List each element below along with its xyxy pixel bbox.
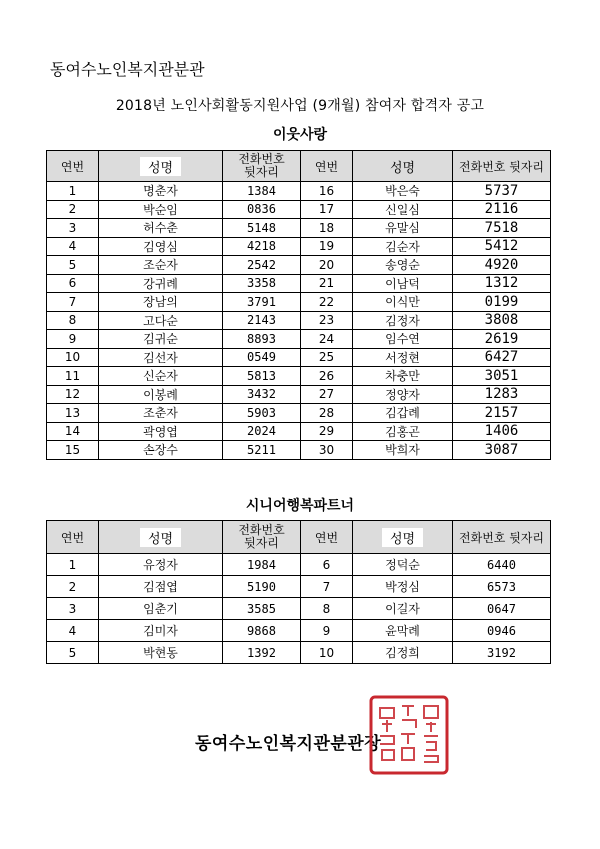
cell-tel1: 8893 — [223, 330, 301, 349]
cell-name2: 차충만 — [353, 367, 453, 386]
cell-tel2: 2157 — [453, 404, 551, 423]
header-name — [353, 521, 453, 554]
cell-tel1: 3791 — [223, 293, 301, 312]
cell-name1: 곽영엽 — [99, 422, 223, 441]
cell-n1: 9 — [47, 330, 99, 349]
cell-tel2: 1283 — [453, 385, 551, 404]
cell-n1: 3 — [47, 598, 99, 620]
cell-n1: 1 — [47, 182, 99, 201]
cell-n2: 21 — [301, 274, 353, 293]
official-seal-stamp — [368, 694, 450, 776]
cell-tel1: 2024 — [223, 422, 301, 441]
table-row — [47, 256, 551, 275]
cell-n2: 6 — [301, 554, 353, 576]
cell-name1: 손장수 — [99, 441, 223, 460]
header-tel-line1: 전화번호 — [238, 523, 285, 537]
cell-n1: 2 — [47, 576, 99, 598]
header-tel-line1: 전화번호 — [238, 152, 285, 166]
header-no: 연번 — [301, 521, 353, 554]
cell-n1: 11 — [47, 367, 99, 386]
footer-org-signature: 동여수노인복지관분관장 — [195, 734, 382, 754]
cell-tel2: 4920 — [453, 256, 551, 275]
table-row — [47, 598, 551, 620]
table-row — [47, 441, 551, 460]
cell-name2: 유말심 — [353, 219, 453, 238]
cell-name2: 이식만 — [353, 293, 453, 312]
cell-name1: 김선자 — [99, 348, 223, 367]
cell-name1: 조순자 — [99, 256, 223, 275]
cell-name2: 이길자 — [353, 598, 453, 620]
cell-tel1: 5813 — [223, 367, 301, 386]
cell-n2: 8 — [301, 598, 353, 620]
cell-name2: 박희자 — [353, 441, 453, 460]
cell-name1: 김영심 — [99, 237, 223, 256]
header-no: 연번 — [301, 151, 353, 182]
page-title: 2018년 노인사회활동지원사업 (9개월) 참여자 합격자 공고 — [115, 98, 485, 114]
cell-tel1: 5903 — [223, 404, 301, 423]
table-row — [47, 237, 551, 256]
cell-tel2: 0946 — [453, 620, 551, 642]
cell-tel2: 1312 — [453, 274, 551, 293]
cell-n2: 30 — [301, 441, 353, 460]
cell-n2: 23 — [301, 311, 353, 330]
table-row — [47, 404, 551, 423]
cell-tel2: 6573 — [453, 576, 551, 598]
cell-tel1: 5148 — [223, 219, 301, 238]
header-name — [99, 521, 223, 554]
table-header-row — [47, 151, 551, 182]
cell-tel2: 3808 — [453, 311, 551, 330]
header-name-label: 성명 — [140, 157, 181, 176]
cell-tel1: 1984 — [223, 554, 301, 576]
table-row — [47, 348, 551, 367]
cell-n1: 15 — [47, 441, 99, 460]
cell-tel2: 5412 — [453, 237, 551, 256]
cell-tel2: 7518 — [453, 219, 551, 238]
cell-name1: 강귀례 — [99, 274, 223, 293]
cell-name1: 허수춘 — [99, 219, 223, 238]
cell-tel1: 9868 — [223, 620, 301, 642]
cell-n2: 28 — [301, 404, 353, 423]
cell-tel2: 3192 — [453, 642, 551, 664]
cell-n2: 24 — [301, 330, 353, 349]
cell-tel2: 0647 — [453, 598, 551, 620]
cell-name1: 고다순 — [99, 311, 223, 330]
header-name-label: 성명 — [382, 528, 423, 547]
cell-tel1: 3432 — [223, 385, 301, 404]
cell-tel2: 1406 — [453, 422, 551, 441]
cell-name1: 유정자 — [99, 554, 223, 576]
cell-tel1: 0549 — [223, 348, 301, 367]
table-row — [47, 293, 551, 312]
cell-n1: 4 — [47, 620, 99, 642]
cell-name2: 임수연 — [353, 330, 453, 349]
header-name: 성명 — [353, 151, 453, 182]
cell-n1: 10 — [47, 348, 99, 367]
cell-name1: 신순자 — [99, 367, 223, 386]
table-header-row — [47, 521, 551, 554]
cell-name1: 이봉례 — [99, 385, 223, 404]
table-row — [47, 576, 551, 598]
cell-n2: 26 — [301, 367, 353, 386]
section-title-neighbor-love: 이웃사랑 — [272, 127, 328, 143]
cell-n2: 20 — [301, 256, 353, 275]
cell-name2: 신일심 — [353, 200, 453, 219]
cell-name1: 김점엽 — [99, 576, 223, 598]
cell-name2: 김홍곤 — [353, 422, 453, 441]
cell-tel2: 5737 — [453, 182, 551, 201]
cell-name2: 김갑례 — [353, 404, 453, 423]
cell-tel1: 3358 — [223, 274, 301, 293]
cell-name1: 장남의 — [99, 293, 223, 312]
cell-name1: 김미자 — [99, 620, 223, 642]
cell-tel1: 5190 — [223, 576, 301, 598]
cell-name2: 정덕순 — [353, 554, 453, 576]
cell-tel1: 3585 — [223, 598, 301, 620]
header-no: 연번 — [47, 521, 99, 554]
cell-name2: 이남덕 — [353, 274, 453, 293]
table-row — [47, 554, 551, 576]
cell-tel2: 2619 — [453, 330, 551, 349]
cell-tel1: 0836 — [223, 200, 301, 219]
cell-n1: 12 — [47, 385, 99, 404]
cell-n2: 25 — [301, 348, 353, 367]
cell-tel2: 0199 — [453, 293, 551, 312]
cell-n2: 10 — [301, 642, 353, 664]
cell-name1: 박순임 — [99, 200, 223, 219]
table-row — [47, 182, 551, 201]
cell-n1: 13 — [47, 404, 99, 423]
cell-tel1: 1384 — [223, 182, 301, 201]
cell-tel2: 6427 — [453, 348, 551, 367]
cell-name2: 김정희 — [353, 642, 453, 664]
cell-name2: 정양자 — [353, 385, 453, 404]
applicants-table-neighbor-love — [46, 150, 551, 460]
table-row — [47, 311, 551, 330]
header-name-label: 성명 — [140, 528, 181, 547]
table-row — [47, 620, 551, 642]
cell-n2: 7 — [301, 576, 353, 598]
cell-n2: 16 — [301, 182, 353, 201]
table-row — [47, 274, 551, 293]
cell-n2: 22 — [301, 293, 353, 312]
cell-name1: 박현동 — [99, 642, 223, 664]
cell-n1: 6 — [47, 274, 99, 293]
table-row — [47, 422, 551, 441]
cell-name1: 조춘자 — [99, 404, 223, 423]
cell-n1: 4 — [47, 237, 99, 256]
cell-tel2: 6440 — [453, 554, 551, 576]
cell-n1: 1 — [47, 554, 99, 576]
cell-name1: 명춘자 — [99, 182, 223, 201]
table-row — [47, 330, 551, 349]
header-name — [99, 151, 223, 182]
table-row — [47, 642, 551, 664]
cell-name2: 서정현 — [353, 348, 453, 367]
cell-name1: 김귀순 — [99, 330, 223, 349]
cell-n2: 9 — [301, 620, 353, 642]
cell-tel2: 2116 — [453, 200, 551, 219]
cell-n1: 7 — [47, 293, 99, 312]
cell-tel1: 4218 — [223, 237, 301, 256]
cell-name2: 김순자 — [353, 237, 453, 256]
header-tel — [223, 151, 301, 182]
cell-name2: 송영순 — [353, 256, 453, 275]
table-row — [47, 367, 551, 386]
cell-tel1: 1392 — [223, 642, 301, 664]
cell-n1: 14 — [47, 422, 99, 441]
cell-n1: 2 — [47, 200, 99, 219]
cell-tel2: 3087 — [453, 441, 551, 460]
cell-name2: 윤막례 — [353, 620, 453, 642]
cell-tel1: 5211 — [223, 441, 301, 460]
table-row — [47, 385, 551, 404]
applicants-table-senior-partner — [46, 520, 551, 664]
cell-n2: 18 — [301, 219, 353, 238]
cell-n2: 29 — [301, 422, 353, 441]
section-title-senior-partner: 시니어행복파트너 — [245, 498, 355, 514]
cell-name2: 김정자 — [353, 311, 453, 330]
org-name: 동여수노인복지관분관 — [50, 60, 205, 79]
cell-n1: 5 — [47, 256, 99, 275]
cell-n2: 19 — [301, 237, 353, 256]
cell-name2: 박정심 — [353, 576, 453, 598]
table-row — [47, 219, 551, 238]
header-tel-line2: 뒷자리 — [244, 165, 279, 179]
cell-n2: 17 — [301, 200, 353, 219]
cell-tel1: 2143 — [223, 311, 301, 330]
cell-n2: 27 — [301, 385, 353, 404]
cell-tel2: 3051 — [453, 367, 551, 386]
header-tel: 전화번호 뒷자리 — [453, 521, 551, 554]
header-tel: 전화번호 뒷자리 — [453, 151, 551, 182]
cell-name1: 임춘기 — [99, 598, 223, 620]
cell-tel1: 2542 — [223, 256, 301, 275]
cell-n1: 3 — [47, 219, 99, 238]
cell-name2: 박은숙 — [353, 182, 453, 201]
cell-n1: 8 — [47, 311, 99, 330]
table-row — [47, 200, 551, 219]
header-tel — [223, 521, 301, 554]
cell-n1: 5 — [47, 642, 99, 664]
header-no: 연번 — [47, 151, 99, 182]
header-tel-line2: 뒷자리 — [244, 536, 279, 550]
